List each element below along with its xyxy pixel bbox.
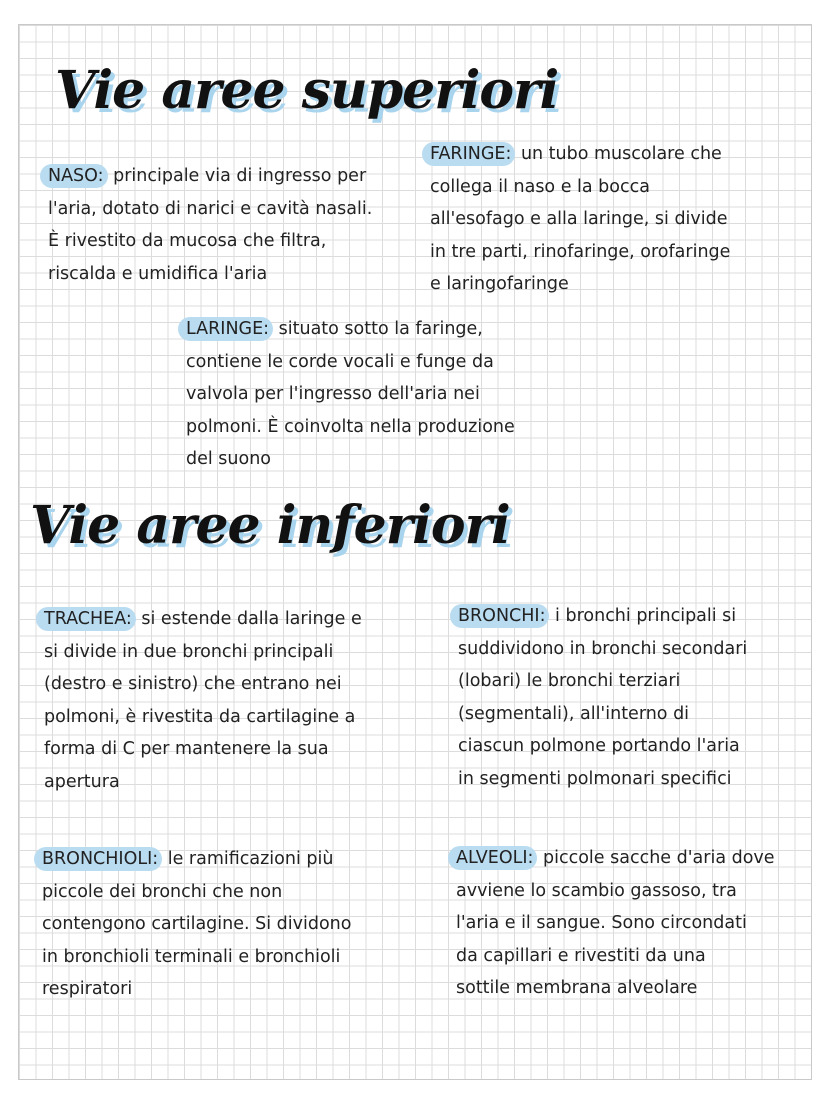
note-line [44, 603, 362, 636]
note-line [42, 973, 351, 1006]
note-text: polmoni. È coinvolta nella produzione [186, 416, 515, 437]
note-text: collega il naso e la bocca [430, 176, 650, 197]
note-line [44, 766, 362, 799]
note-line [186, 411, 515, 444]
note-text: in segmenti polmonari specifici [458, 768, 732, 789]
note-text: sottile membrana alveolare [456, 978, 698, 998]
note-alveoli [456, 842, 775, 1005]
note-line [186, 313, 515, 346]
highlighted-term: NASO: [40, 164, 108, 188]
highlighted-term: BRONCHIOLI: [34, 847, 162, 871]
note-text: si estende dalla laringe e [141, 609, 362, 629]
note-text: e laringofaringe [430, 274, 569, 294]
note-text: i bronchi principali si [555, 606, 737, 626]
note-text: si divide in due bronchi principali [44, 641, 334, 662]
note-line [48, 160, 372, 193]
highlighted-term: LARINGE: [178, 317, 273, 341]
note-text: respiratori [42, 979, 133, 999]
note-text: da capillari e rivestiti da una [456, 945, 706, 966]
note-text: (destro e sinistro) che entrano nei [44, 674, 342, 694]
note-line [44, 668, 362, 701]
note-line [42, 941, 351, 974]
note-line [456, 842, 775, 875]
note-line [430, 138, 730, 171]
note-line [430, 268, 730, 301]
note-text: l'aria, dotato di narici e cavità nasali. [48, 198, 373, 219]
note-text: polmoni, è rivestita da cartilagine a [44, 706, 356, 727]
note-line [42, 908, 351, 941]
note-line [458, 665, 747, 698]
note-line [456, 875, 775, 908]
note-text: ciascun polmone portando l'aria [458, 736, 740, 756]
highlighted-term: ALVEOLI: [448, 846, 537, 870]
note-text: riscalda e umidifica l'aria [48, 263, 268, 284]
note-line [44, 636, 362, 669]
note-bronchi [458, 600, 747, 795]
note-line [458, 633, 747, 666]
note-line [456, 907, 775, 940]
note-text: (lobari) le bronchi terziari [458, 671, 681, 691]
note-line [44, 701, 362, 734]
note-trachea [44, 603, 362, 798]
note-laringe [186, 313, 515, 476]
note-text: le ramificazioni più [167, 849, 334, 869]
note-text: del suono [186, 449, 272, 469]
highlighted-term: TRACHEA: [36, 607, 136, 631]
note-bronchioli [42, 843, 351, 1006]
note-line [430, 203, 730, 236]
note-text: contengono cartilagine. Si dividono [42, 914, 352, 934]
note-text: un tubo muscolare che [520, 144, 722, 164]
note-line [44, 733, 362, 766]
note-text: È rivestito da mucosa che filtra, [48, 231, 327, 251]
note-text: contiene le corde vocali e funge da [186, 351, 494, 372]
note-text: situato sotto la faringe, [278, 319, 483, 339]
note-line [48, 258, 372, 291]
note-line [458, 730, 747, 763]
note-text: l'aria e il sangue. Sono circondati [456, 913, 747, 933]
highlighted-term: BRONCHI: [450, 604, 549, 628]
note-text: valvola per l'ingresso dell'aria nei [186, 384, 480, 404]
note-text: apertura [44, 771, 120, 792]
note-line [42, 876, 351, 909]
note-line [48, 225, 372, 258]
heading-lower-airways: Vie aree inferiori [30, 495, 510, 556]
note-text: piccole dei bronchi che non [42, 881, 283, 902]
note-text: in bronchioli terminali e bronchioli [42, 946, 341, 967]
note-line [186, 443, 515, 476]
note-line [48, 193, 372, 226]
note-text: avviene lo scambio gassoso, tra [456, 880, 737, 901]
note-naso [48, 160, 372, 290]
note-text: (segmentali), all'interno di [458, 703, 690, 724]
heading-upper-airways: Vie aree superiori [55, 60, 559, 121]
note-text: in tre parti, rinofaringe, orofaringe [430, 241, 731, 262]
note-line [458, 763, 747, 796]
note-text: piccole sacche d'aria dove [543, 848, 775, 868]
note-faringe [430, 138, 730, 301]
note-line [456, 972, 775, 1005]
note-text: principale via di ingresso per [113, 166, 367, 186]
note-line [456, 940, 775, 973]
note-text: forma di C per mantenere la sua [44, 739, 329, 759]
note-line [458, 600, 747, 633]
highlighted-term: FARINGE: [422, 142, 515, 166]
note-line [186, 346, 515, 379]
note-text: all'esofago e alla laringe, si divide [430, 209, 728, 229]
note-line [42, 843, 351, 876]
note-text: suddividono in bronchi secondari [458, 638, 748, 659]
note-line [458, 698, 747, 731]
note-line [186, 378, 515, 411]
note-line [430, 236, 730, 269]
note-line [430, 171, 730, 204]
